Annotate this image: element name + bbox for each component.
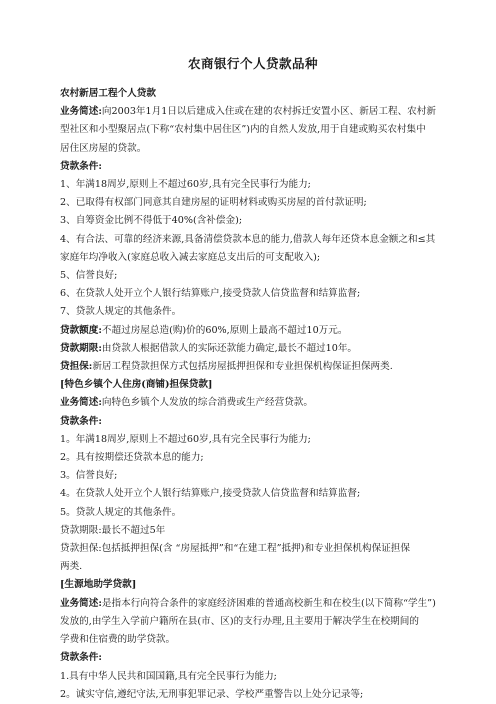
s2-condition-4: 4。在贷款人处开立个人银行结算账户,接受贷款人信贷监督和结算监督; — [60, 488, 361, 500]
s1-condition-3: 3、自筹资金比例不得低于40%(含补偿金); — [60, 215, 243, 227]
s1-amount-line — [60, 322, 446, 340]
document-page — [60, 56, 446, 704]
s1-guarantee-text: 新居工程贷款担保方式包括房屋抵押担保和专业担保机构保证担保两类. — [92, 361, 393, 373]
s1-amount-label: 贷款额度: — [60, 324, 102, 336]
s3-conditions-label: 贷款条件: — [60, 652, 102, 664]
page-title: 农商银行个人贷款品种 — [187, 56, 318, 71]
s1-condition-5: 5、信誉良好; — [60, 270, 118, 282]
s1-condition-1: 1、年满18周岁,原则上不超过60岁,具有完全民事行为能力; — [60, 179, 311, 191]
s1-condition-6: 6、在贷款人处开立个人银行结算账户,接受贷款人信贷监督和结算监督; — [60, 288, 361, 300]
s3-condition-1: 1.具有中华人民共和国国籍,具有完全民事行为能力; — [60, 670, 277, 682]
s1-intro-line-1 — [60, 103, 446, 121]
s1-condition-4b: 家庭年均净收入(家庭总收入减去家庭总支出后的可支配收入); — [60, 251, 321, 263]
s1-intro-label: 业务简述: — [60, 106, 102, 118]
s3-intro-text-1: 是指本行向符合条件的家庭经济困难的普通高校新生和在校生(以下简称“学生”) — [101, 597, 436, 609]
s2-guarantee-line-1: 贷款担保:包括抵押担保(含 “房屋抵押”和“在建工程”抵押)和专业担保机构保证担保 — [60, 543, 410, 555]
s2-condition-5: 5。贷款人规定的其他条件。 — [60, 506, 182, 518]
s2-intro-text: 向特色乡镇个人发放的综合消费或生产经营贷款。 — [101, 397, 313, 409]
s3-intro-label: 业务简述: — [60, 597, 102, 609]
s2-condition-3: 3。信誉良好; — [60, 470, 118, 482]
s2-condition-1: 1。年满18周岁,原则上不超过60岁,具有完全民事行为能力; — [60, 433, 311, 445]
s3-intro-line-2: 发放的,由学生入学前户籍所在县(市、区)的支行办理,且主要用于解决学生在校期间的 — [60, 615, 419, 627]
s3-intro-line-3: 学费和住宿费的助学贷款。 — [60, 634, 176, 646]
section-heading-rural-housing: 农村新居工程个人贷款 — [60, 88, 156, 99]
s1-condition-7: 7、贷款人规定的其他条件。 — [60, 306, 182, 318]
s1-intro-line-3: 居住区房屋的贷款。 — [60, 142, 147, 154]
section-heading-township-housing: [特色乡镇个人住房(商铺)担保贷款] — [60, 379, 213, 391]
s1-condition-4a: 4、有合法、可靠的经济来源,具备清偿贷款本息的能力,借款人每年还贷本息金额之和≤其 — [60, 233, 436, 245]
s2-condition-2: 2。具有按期偿还贷款本息的能力; — [60, 452, 204, 464]
s2-conditions-label: 贷款条件: — [60, 415, 102, 427]
s2-intro-line — [60, 394, 446, 412]
s3-condition-2: 2。诚实守信,遵纪守法,无刑事犯罪记录、学校严重警告以上处分记录等; — [60, 688, 364, 700]
s1-term-text: 由贷款人根据借款人的实际还款能力确定,最长不超过10年。 — [101, 342, 358, 354]
s1-term-line — [60, 340, 446, 358]
s2-guarantee-line-2: 两类. — [60, 561, 83, 573]
s1-conditions-label: 贷款条件: — [60, 160, 102, 172]
s1-intro-line-2: 型社区和小型聚居点(下称“农村集中居住区”)内的自然人发放,用于自建或购买农村集中 — [60, 124, 426, 136]
s1-condition-2: 2、已取得有权部门同意其自建房屋的证明材料或购买房屋的首付款证明; — [60, 197, 367, 209]
s2-intro-label: 业务简述: — [60, 397, 102, 409]
s1-amount-text: 不超过房屋总造(购)价的60%,原则上最高不超过10万元。 — [101, 324, 348, 336]
s1-term-label: 贷款期限: — [60, 342, 102, 354]
s1-guarantee-line — [60, 358, 446, 376]
s2-term: 贷款期限:最长不超过5年 — [60, 524, 166, 536]
s1-guarantee-label: 贷担保: — [60, 361, 93, 373]
section-heading-student-loan: [生源地助学贷款] — [60, 579, 137, 591]
s3-intro-line-1 — [60, 595, 446, 613]
s1-intro-text-1: 向2003年1月1日以后建成入住或在建的农村拆迁安置小区、新居工程、农村新 — [101, 106, 436, 118]
